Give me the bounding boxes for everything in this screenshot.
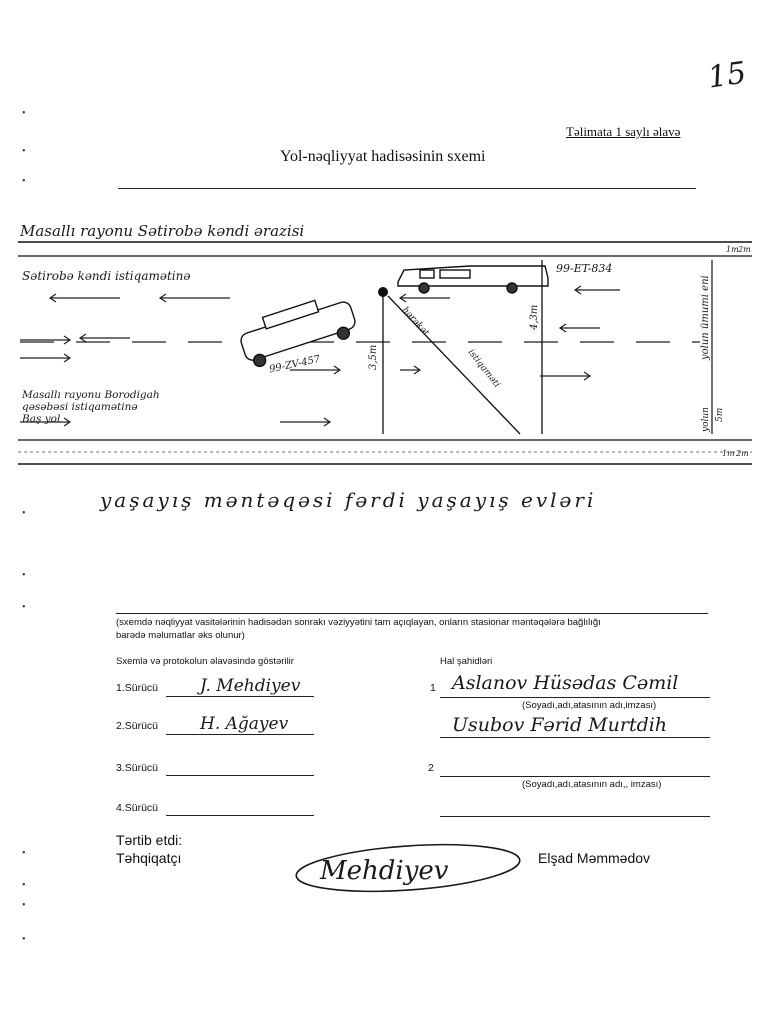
vehicle-1: [398, 266, 548, 293]
margin-mark: •: [22, 880, 26, 891]
margin-mark: •: [22, 108, 26, 119]
witness-1-line: [440, 697, 710, 698]
witness-1-signature: Aslanov Hüsədas Cəmil: [452, 672, 679, 694]
plate-vehicle-1: 99-ET-834: [556, 262, 613, 275]
margin-mark: •: [22, 848, 26, 859]
investigator-label: Təhqiqatçı: [116, 850, 182, 866]
witness-2-signature: Usubov Fərid Murtdih: [452, 714, 668, 736]
page-title: Yol-nəqliyyat hadisəsinin sxemi: [280, 148, 486, 165]
location-heading: Masallı rayonu Sətirobə kəndi ərazisi: [20, 222, 305, 240]
caption-rule: [116, 613, 708, 614]
driver-2-line: [166, 734, 314, 735]
crosswalk-note: yaşayış məntəqəsi fərdi yaşayış evləri: [100, 488, 597, 512]
impact-point: [378, 287, 388, 297]
caption-line1: (sxemdə nəqliyyat vasitələrinin hadisədən sonrakı vəziyyətini tam açıqlayan, onların stasionar məntəqələrə bağlılığı: [116, 617, 601, 628]
dist-bottom2: 2m: [736, 449, 749, 458]
dist-bottom: 1m: [722, 449, 735, 458]
page-number: 15: [705, 55, 749, 96]
driver-1-signature: J. Mehdiyev: [200, 676, 301, 696]
dist-b: 4,3m: [529, 304, 540, 330]
lane-arrows-top: [50, 286, 620, 302]
dist-c: 5m: [715, 407, 725, 422]
driver-2-label: 2.Sürücü: [116, 720, 159, 732]
witness-3-line: [440, 776, 710, 777]
lane-label-diag2: istiqaməti: [465, 347, 502, 390]
dist-top2: 2m: [738, 245, 751, 254]
margin-mark: •: [22, 508, 26, 519]
witness-3-num: 2: [428, 762, 434, 774]
driver-2-signature: H. Ağayev: [200, 714, 289, 734]
witness-2-line: [440, 737, 710, 738]
dist-top: 1m: [726, 245, 739, 254]
witness-1-num: 1: [430, 682, 436, 694]
direction-lower-line3: Baş yol: [22, 413, 61, 425]
driver-4-label: 4.Sürücü: [116, 802, 159, 814]
title-underline: [118, 188, 696, 189]
margin-mark: •: [22, 934, 26, 945]
accident-scheme: [0, 200, 768, 490]
margin-mark: •: [22, 900, 26, 911]
appendix-label: Təlimata 1 saylı əlavə: [566, 124, 681, 139]
margin-mark: •: [22, 570, 26, 581]
direction-lower-line1: Masallı rayonu Borodigah: [22, 389, 160, 401]
driver-4-line: [166, 815, 314, 816]
investigator-signature: Mehdiyev: [320, 856, 449, 886]
witness-caption-2: (Soyadı,adı,atasının adı,, imzası): [522, 779, 662, 790]
witness-caption-1: (Soyadı,adı,atasının adı,imzası): [522, 700, 657, 711]
driver-1-line: [166, 696, 314, 697]
margin-mark: •: [22, 176, 26, 187]
driver-3-line: [166, 775, 314, 776]
compiled-by-label: Tərtib etdi:: [116, 832, 183, 848]
right-heading: Hal şahidləri: [440, 656, 493, 667]
margin-mark: •: [22, 602, 26, 613]
investigator-name: Elşad Məmmədov: [538, 850, 651, 866]
driver-1-label: 1.Sürücü: [116, 682, 159, 694]
dist-a: 3,5m: [368, 344, 379, 370]
caption-line2: barədə məlumatlar əks olunur): [116, 630, 245, 641]
direction-upper: Sətirobə kəndi istiqamətinə: [22, 269, 191, 283]
lane-label-diag1: hərəkət: [399, 305, 431, 339]
left-heading: Sxemlə və protokolun əlavəsində göstərilir: [116, 656, 294, 667]
plate-vehicle-2: 99-ZV-457: [268, 353, 322, 376]
witness-4-line: [440, 816, 710, 817]
direction-lower-line2: qəsəbəsi istiqamətinə: [22, 401, 138, 413]
lane-width-label: yolun: [701, 407, 711, 432]
margin-mark: •: [22, 146, 26, 157]
road-width-label: yolun ümumi eni: [700, 275, 711, 360]
driver-3-label: 3.Sürücü: [116, 762, 159, 774]
